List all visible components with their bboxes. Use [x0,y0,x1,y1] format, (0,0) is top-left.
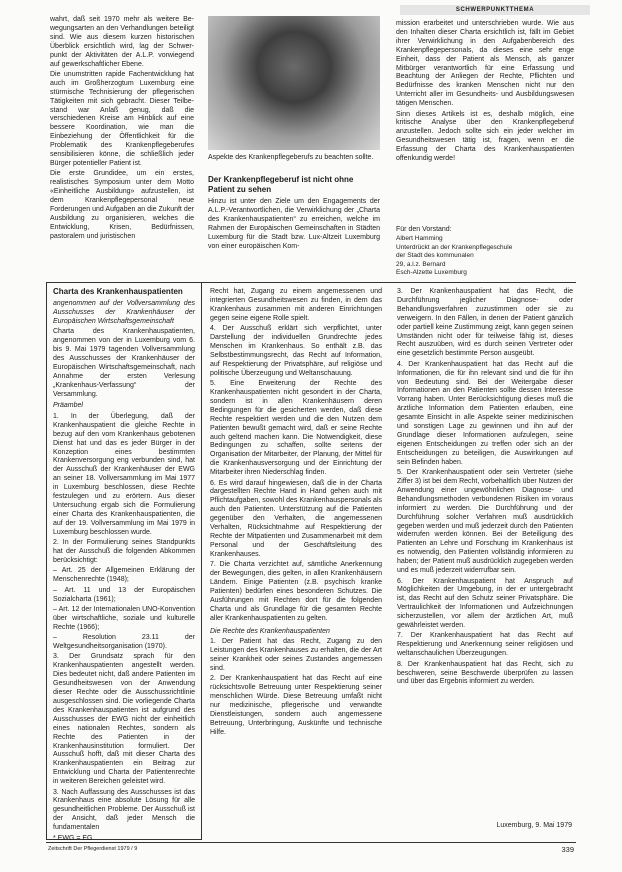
footer-source: Zeitschrift Der Pflegerdienst 1979 / 9 [48,846,138,852]
paragraph: 2. Der Krankenhauspatient hat das Recht auf eine rücksichtsvolle Betreuung unter Respektierung seiner menschlichen Würde. Diese Betreuung umfaßt nicht nur medizinische, pflegerische und verwandte Dienstleistungen, sondern auch angemessene Betreuung, Unterbringung, Auskünfte und technische Hilfe. [210,675,382,736]
paragraph: 8. Der Krankenhauspatient hat das Recht, sich zu beschweren, seine Beschwerde überprüfen zu lassen und über das Ergebnis informiert zu werden. [397,660,573,686]
paragraph: 6. Es wird darauf hingewiesen, daß die in der Charta dargestellten Rechte Hand in Hand gehen auch mit Pflichtaufgaben, sowohl des Krankenhauspersonals als auch den Patienten. Unterstützung auf die Patienten gegenüber den Verhalten, die angemessenen Verhalten, Rücksichtnahme auf Respektierung der Rechte der Mitpatienten und Zusammenarbeit mit dem Personal und der Geschäftsleitung des Krankenhauses. [210,479,382,558]
preamble-label: Präambel [53,402,83,410]
paragraph: 4. Der Krankenhauspatient hat das Recht auf die Informationen, die für ihn relevant sind und die für ihn von Bedeutung sind. Bei der Weitergabe dieser Informationen an den Patienten sollte dessen Interesse Vorrang haben. Unter Berücksichtigung dieses muß die ärztliche Information dem Patienten erlauben, eine gesamte Einsicht in alle Aspekte seiner medizinischen und sonstigen Lage zu gewinnen und ihn auf der Grundlage dieser Informationen aufzulegen, seine eigenen Entscheidungen zu treffen oder sich an der Entscheidungen zu beteiligen, die Auswirkungen auf sein Befinden haben. [397,360,573,466]
paragraph: 6. Der Krankenhauspatient hat Anspruch auf Möglichkeiten der Umgebung, in der er untergebracht ist, das Recht auf den Schutz seiner Privatsphäre. Die Vertraulichkeit der Informationen und Aufzeichnungen sicherzustellen, vor allem der ärztlichen Art, muß gewährleistet werden. [397,577,573,630]
paragraph: Sinn dieses Artikels ist es, deshalb möglich, eine kritische Analyse über den Krankenpflegeberuf anzustellen. Jedoch sollte sich ein jeder welcher im Gesundheitswesen tätig ist, fragen, wenn er die Erfassung der Charta des Krankenhauspatienten offenkundig werde! [396,110,574,163]
paragraph: – Art. 11 und 13 der Europäischen Sozialcharta (1961); [53,586,195,603]
paragraph: 5. Der Krankenhauspatient oder sein Vertreter (siehe Ziffer 3) ist bei dem Recht, vorbehaltlich über Nutzen der Anwendung einer ungewöhnlichen Diagnose- und Behandlungsmethoden verbundenen Risiken im voraus informiert zu werden. Die Durchführung und der Durchführung solcher Verfahren muß ausdrücklich gegeben werden und muß jederzeit durch den Patienten widerrufen werden können. Bei der Beteiligung des Patienten an Lehre und Forschung im Krankenhaus ist es notwendig, den Patienten vollständig informieren zu haben; der Patient muß ausdrücklich zugegeben werden und es muß jederzeit widerrufbar sein. [397,469,573,575]
paragraph: wahrt, daß seit 1970 mehr als weitere Be-wegungsarten an den Verhandlungen beteiligt sind. Wie aus diesem kurzen historischen Überblick ersichtlich wird, lag der Schwer-punkt der Aktivitäten der A.L.P. vorwiegend auf gewerkschaftlicher Ebene. [50,16,194,68]
address-line: Albert Hamming [396,235,443,243]
paragraph: Recht hat, Zugang zu einem angemessenen und integrierten Gesundheitswesen zu finden, in dem das Krankenhaus zusammen mit anderen Einrichtungen gegen seine eigene Rolle spielt. [210,288,382,322]
paragraph: 5. Eine Erweiterung der Rechte des Krankenhauspatienten nicht gesondert in der Charta, sondern ist in allen Krankenhäusern deren Bedingungen für die gesicherten werden, daß diese Rechte respektiert werden und die den Nutzen dem Patienten bewußt gemacht wird, daß er seine Rechte auch geltend machen kann. Die Notwendigkeit, diese Bedingungen zu schaffen, sollte seitens der Organisation der Mitarbeiter, der Planung, der Mittel für die Krankenhausversorgung und der Einrichtung der Mitarbeiter ihren Niederschlag finden. [210,380,382,477]
paragraph: Die erste Grundidee, um ein erstes, realistisches Symposium unter dem Motto «Einheitliche Ausbildung» aufzustellen, ist dem Krankenpflegepersonal neue Forderungen und Aufgaben an die Zukunft der Ausbildung zu organisieren, welches die Entwicklung, Krisen, Bedürfnissen, pastoralem und juristischen [50,170,194,240]
charter-right-column [397,288,573,818]
address-line: der Stadt des kommunalen [396,252,474,260]
paragraph: 7. Die Charta verzichtet auf, sämtliche Anerkennung der Bewegungen, dies gelten, in allen Krankenhäusern Ländern. Einige Patienten (z.B. psychisch kranke Patienten) bedürfen eines besonderen Schutzes. Die Ausführungen mit Rechten dort für die folgenden Charta und als Grundlage für die gesamten Rechte aller Krankenhauspatienten zu gelten. [210,561,382,622]
section-divider [46,282,576,283]
top-right-column [396,20,574,220]
top-middle-column [208,198,380,276]
paragraph: 1. Der Patient hat das Recht, Zugang zu den Leistungen des Krankenhauses zu erhalten, die der Art seiner Krankheit oder seines Zustandes angemessen sind. [210,637,382,672]
paragraph: – Art. 25 der Allgemeinen Erklärung der Menschenrechte (1948); [53,567,195,584]
address-line: Esch-Alzette Luxemburg [396,269,467,277]
address-block [396,226,574,277]
footer-rule [46,842,576,843]
paragraph: – Resolution 23.11 der Weltgesundheitsorganisation (1970). [53,634,195,651]
paragraph: Hinzu ist unter den Ziele um den Engagements der A.L.P.-Verantwortlichen, die Verwirklichung der „Charta des Krankenhauspatienten“ zu erreichen, welche im Rahmen der Europäischen Gemeinschaften in Städten Luxemburg für die Stadt bzw. Lux-Altzeit Luxemburg von einer europäischen Kom- [208,198,380,250]
paragraph: Die unumstritten rapide Fachentwicklung hat auch im Großherzogtum Luxemburg eine stürmische Technisierung der pflegerischen Tätigkeiten mit sich gebracht. Dieser Teilbe-stand war Anlaß genug, daß die verschiedenen Kreise am Hinblick auf eine bessere Koordination, wie man die Einbeziehung der Öffentlichkeit für die Problematik des Krankenpflegeberufes sensibilisieren könne, die schließlich jeder Bürger potentieller Patient ist. [50,70,194,167]
page-number: 339 [561,845,574,854]
address-line: Unterdrückt an der Krankenpflegeschule [396,243,513,251]
paragraph: 3. Der Krankenhauspatient hat das Recht, die Durchführung jeglicher Diagnose- oder Behandlungsverfahren zuzustimmen oder sie zu verweigern. In den Fällen, in denen der Patient gänzlich oder partiell keine Zustimmung zeigt, kann gegen seinen Umständen nicht oder für teilweise fähig ist, dieses Recht auszuüben, wird es durch seinen Vertreter oder eine gesetzlich bestimmte Person ausgeübt. [397,288,573,358]
charter-middle-column [210,288,382,836]
charter-signoff: Luxemburg, 9. Mai 1979 [496,822,572,829]
rights-subheading: Die Rechte des Krankenhauspatienten [210,627,330,635]
paragraph: 3. Der Grundsatz sprach für den Krankenhauspatienten angestellt werden. Dies bedeutet nicht, daß andere Patienten im Gesundheitswesen von der Anwendung dieser Rechte oder die Ausschussrichtlinie ausgeschlossen sind. Die vorliegende Charta des Krankenhauspatienten ist aufgrund des Ausschusses der EWG nicht der einheitlich eines nationalen Rechtes, sondern als Rechte des Patienten in der Krankenhausinstitution formuliert. Der Ausschuß hofft, daß mit dieser Charta des Krankenhauspatienten ein Beitrag zur Entwicklung und Charta der Patientenrechte in weiteren Bereichen geleistet wird. [53,653,195,786]
address-intro: Für den Vorstand: [396,226,452,233]
paragraph: Charta des Krankenhauspatienten, angenommen von der in Luxemburg vom 6. bis 9. Mai 1979 tagenden Vollversammlung des Ausschusses der Krankenhäuser der Europäischen Wirtschaftsgemeinschaft, nach Annahme der ersten Verlesung „Krankenhaus-Verfassung“ der Versammlung. [53,328,195,398]
paragraph: 4. Der Ausschuß erklärt sich verpflichtet, unter Darstellung der individuellen Grundrechte jedes Menschen im Krankenhaus. So enthält z.B. das Selbstbestimmungsrecht, das Recht auf Information, auf Respektierung der Privatsphäre, auf religiöse und politische Überzeugung und Weltanschauung. [210,325,382,377]
paragraph: 1. In der Überlegung, daß der Krankenhauspatient die gleiche Rechte in bezug auf den vom Krankenhaus gebotenen Dienst hat und das es jeder Bürger in der Konzeption eines bestimmten Krankenversorgung eng verbunden sind, hat der Ausschuß der Krankenhäuser der EWG an seiner 18. Vollversammlung im Mai 1977 in Luxemburg beschlossen, diese Rechte festzulegen und zu erörtern. Aus dieser Untersuchung ergab sich die Formulierung einer Charta des Krankenhauspatienten, die auf der 19. Vollversammlung im Mai 1979 in Luxemburg beschlossen wurde. [53,412,195,536]
top-left-column [50,16,194,278]
section-label: SCHWERPUNKTTHEMA [400,5,590,15]
paragraph: mission erarbeitet und unterschrieben wurde. Wie aus den Inhalten dieser Charta ersichtlich ist, fällt im Gebiet ihrer Verwirklichung in den Aufgabenbereich des Krankenpflegepersonals, da dieses eine sehr enge Einheit, dass der Patient als Mensch, als ganzer Mitbürger verantwortlich für eine Erfassung und Beachtung der Anliegen der Rechte, Pflichten und Bedürfnisse des kranken Menschen nicht nur den Unterricht aller im Gesundheits- und Ausbildungswesen tätigen Menschen. [396,20,574,108]
paragraph: – Art. 12 der Internationalen UNO-Konvention über wirtschaftliche, soziale und kulturelle Rechte (1966); [53,605,195,631]
paragraph: 3. Nach Auffassung des Ausschusses ist das Krankenhaus eine absolute Lösung für alle gesundheitlichen Probleme. Der Ausschuß ist der Ansicht, daß jeder Mensch die fundamentalen [53,788,195,832]
photo-caption: Aspekte des Krankenpflegeberufs zu beachten sollte. [208,154,374,161]
charter-left-column [53,300,195,842]
paragraph: angenommen auf der Vollversammlung des Ausschusses der Krankenhäuser der Europäischen Wirtschaftsgemeinschaft [53,300,195,325]
charter-title: Charta des Krankenhauspatienten [53,287,183,296]
portrait-photo [208,16,380,150]
signoff: * EWG = EG [53,834,93,842]
address-line: 29, a.l.z. Bernard [396,260,446,268]
paragraph: 2. In der Formulierung seines Standpunkts hat der Ausschuß die folgenden Abkommen berücksichtigt: [53,539,195,564]
paragraph: 7. Der Krankenhauspatient hat das Recht auf Respektierung und Anerkennung seiner religiösen und weltanschaulichen Überzeugungen. [397,632,573,658]
article-headline: Der Krankenpflegeberuf ist nicht ohne Patient zu sehen [208,175,354,194]
